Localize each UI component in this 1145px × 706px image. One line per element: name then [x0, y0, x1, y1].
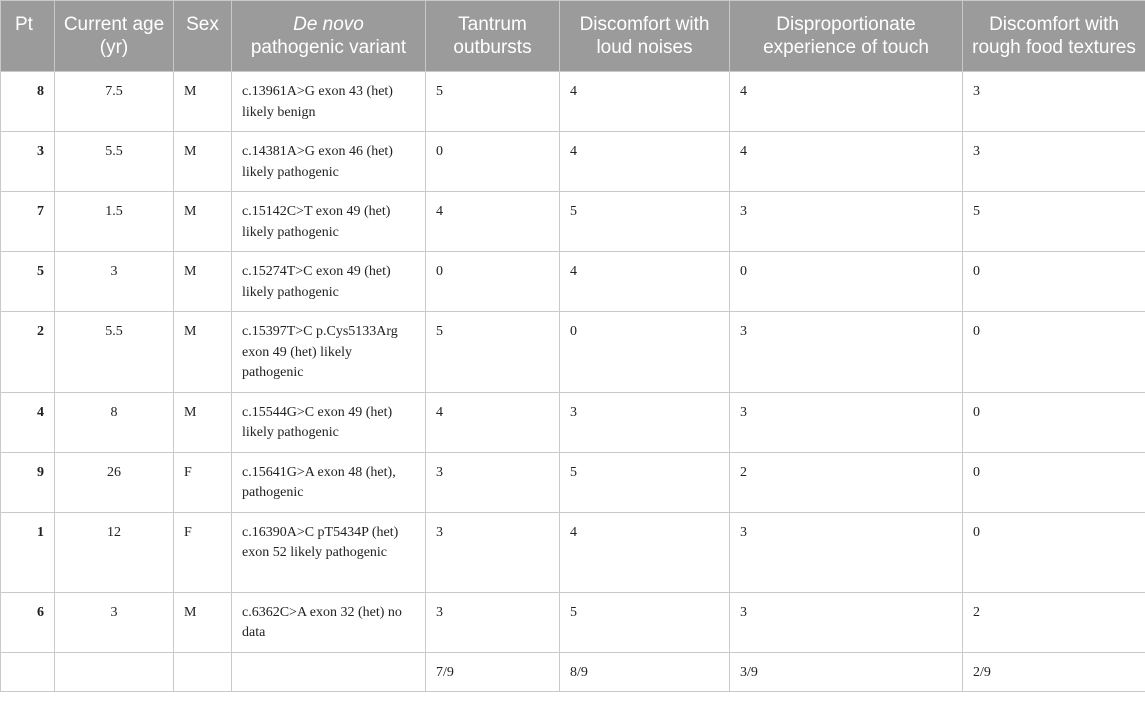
cell-pt: 8	[1, 72, 55, 132]
cell-pt: 6	[1, 592, 55, 652]
cell-tantrum: 0	[426, 132, 560, 192]
cell-age: 8	[55, 392, 174, 452]
cell-variant: c.13961A>G exon 43 (het) likely benign	[232, 72, 426, 132]
table-row	[1, 252, 1145, 312]
cell-food: 0	[963, 452, 1145, 512]
cell-age: 3	[55, 252, 174, 312]
cell-variant: c.15641G>A exon 48 (het), pathogenic	[232, 452, 426, 512]
cell-noise: 3	[560, 392, 730, 452]
cell-tantrum: 5	[426, 312, 560, 393]
cell-sex: F	[174, 452, 232, 512]
cell-touch: 4	[730, 132, 963, 192]
cell-tantrum: 5	[426, 72, 560, 132]
cell-tantrum: 3	[426, 452, 560, 512]
table-row	[1, 72, 1145, 132]
header-variant-rest: pathogenic variant	[250, 37, 407, 58]
cell-touch: 4	[730, 72, 963, 132]
cell-sex: M	[174, 592, 232, 652]
cell-noise: 4	[560, 252, 730, 312]
cell-variant: c.15274T>C exon 49 (het) likely pathogenic	[232, 252, 426, 312]
cell-pt: 7	[1, 192, 55, 252]
header-variant-italic: De novo	[293, 14, 364, 35]
cell-touch: 0	[730, 252, 963, 312]
cell-variant: c.14381A>G exon 46 (het) likely pathogenic	[232, 132, 426, 192]
cell-empty	[55, 652, 174, 692]
cell-pt: 1	[1, 512, 55, 592]
cell-variant: c.15397T>C p.Cys5133Arg exon 49 (het) likely pathogenic	[232, 312, 426, 393]
table-row	[1, 512, 1145, 592]
totals-row	[1, 652, 1145, 692]
table-row	[1, 452, 1145, 512]
cell-tantrum: 0	[426, 252, 560, 312]
cell-touch: 3	[730, 512, 963, 592]
cell-variant: c.15544G>C exon 49 (het) likely pathogenic	[232, 392, 426, 452]
cell-noise: 5	[560, 452, 730, 512]
cell-age: 12	[55, 512, 174, 592]
cell-sex: M	[174, 252, 232, 312]
table-row	[1, 132, 1145, 192]
cell-variant: c.16390A>C pT5434P (het) exon 52 likely pathogenic	[232, 512, 426, 592]
cell-noise: 4	[560, 512, 730, 592]
cell-touch: 3	[730, 312, 963, 393]
cell-sex: M	[174, 132, 232, 192]
cell-tantrum: 3	[426, 512, 560, 592]
cell-tantrum: 4	[426, 192, 560, 252]
cell-age: 5.5	[55, 312, 174, 393]
cell-empty	[1, 652, 55, 692]
cell-age: 7.5	[55, 72, 174, 132]
cell-food: 0	[963, 312, 1145, 393]
cell-food: 0	[963, 252, 1145, 312]
cell-pt: 5	[1, 252, 55, 312]
cell-sex: M	[174, 392, 232, 452]
cell-pt: 9	[1, 452, 55, 512]
cell-noise: 5	[560, 592, 730, 652]
cell-age: 1.5	[55, 192, 174, 252]
total-food: 2/9	[963, 652, 1145, 692]
header-food: Discomfort with rough food textures	[963, 1, 1145, 72]
cell-touch: 3	[730, 192, 963, 252]
cell-tantrum: 3	[426, 592, 560, 652]
cell-food: 0	[963, 392, 1145, 452]
cell-age: 5.5	[55, 132, 174, 192]
cell-age: 3	[55, 592, 174, 652]
total-touch: 3/9	[730, 652, 963, 692]
cell-pt: 2	[1, 312, 55, 393]
header-tantrum: Tantrum outbursts	[426, 1, 560, 72]
header-touch: Disproportionate experience of touch	[730, 1, 963, 72]
header-row	[1, 1, 1145, 72]
cell-food: 2	[963, 592, 1145, 652]
cell-pt: 4	[1, 392, 55, 452]
table-row	[1, 592, 1145, 652]
cell-food: 0	[963, 512, 1145, 592]
total-tantrum: 7/9	[426, 652, 560, 692]
cell-food: 5	[963, 192, 1145, 252]
cell-pt: 3	[1, 132, 55, 192]
cell-tantrum: 4	[426, 392, 560, 452]
cell-touch: 2	[730, 452, 963, 512]
header-age: Current age (yr)	[55, 1, 174, 72]
header-noise: Discomfort with loud noises	[560, 1, 730, 72]
header-sex: Sex	[174, 1, 232, 72]
cell-touch: 3	[730, 392, 963, 452]
cell-empty	[232, 652, 426, 692]
cell-sex: M	[174, 192, 232, 252]
header-pt: Pt	[1, 1, 55, 72]
cell-variant: c.6362C>A exon 32 (het) no data	[232, 592, 426, 652]
cell-variant: c.15142C>T exon 49 (het) likely pathogenic	[232, 192, 426, 252]
cell-food: 3	[963, 72, 1145, 132]
cell-touch: 3	[730, 592, 963, 652]
cell-noise: 4	[560, 72, 730, 132]
total-noise: 8/9	[560, 652, 730, 692]
cell-sex: M	[174, 312, 232, 393]
cell-food: 3	[963, 132, 1145, 192]
cell-noise: 0	[560, 312, 730, 393]
table-row	[1, 392, 1145, 452]
cell-age: 26	[55, 452, 174, 512]
cell-empty	[174, 652, 232, 692]
table-row	[1, 312, 1145, 393]
table-row	[1, 192, 1145, 252]
cell-sex: M	[174, 72, 232, 132]
cell-sex: F	[174, 512, 232, 592]
header-variant	[232, 1, 426, 72]
cell-noise: 5	[560, 192, 730, 252]
cell-noise: 4	[560, 132, 730, 192]
